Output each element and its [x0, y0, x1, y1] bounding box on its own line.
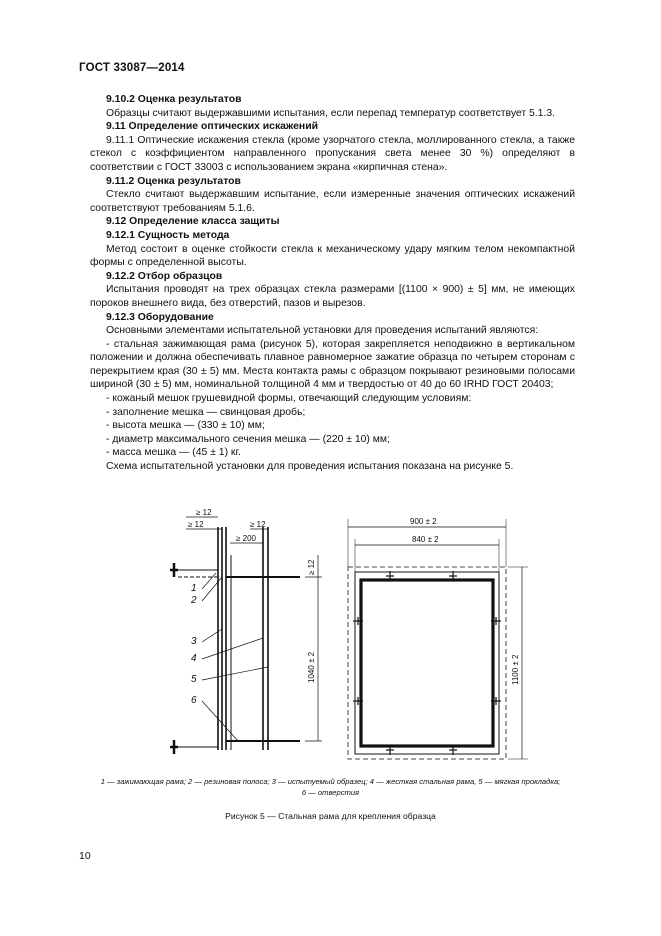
section-heading: 9.11 Определение оптических искажений: [106, 121, 318, 133]
callout-1: 1: [191, 583, 197, 594]
figure-5: [150, 505, 530, 772]
paragraph: - заполнение мешка — свинцовая дробь;: [106, 406, 306, 418]
callout-2: 2: [191, 595, 197, 606]
document-body: [90, 93, 575, 474]
section-heading: 9.12.3 Оборудование: [106, 311, 214, 323]
dim-width-900: 900 ± 2: [410, 517, 437, 526]
section-heading: 9.12.1 Сущность метода: [106, 229, 230, 241]
front-view: [348, 519, 528, 759]
section-heading: 9.11.2 Оценка результатов: [106, 175, 241, 187]
legend-line-2: 6 — отверстия: [301, 788, 360, 797]
document-header: ГОСТ 33087—2014: [79, 62, 185, 74]
paragraph: Метод состоит в оценке стойкости стекла к механическому удару мягким телом некомпактной формы с определенной высоты.: [90, 243, 575, 269]
dim-gap-4: ≥ 200: [236, 534, 256, 543]
section-heading: 9.12 Определение класса защиты: [106, 216, 280, 228]
paragraph: - диаметр максимального сечения мешка — (220 ± 10) мм;: [106, 433, 390, 445]
paragraph: Испытания проводят на трех образцах стекла размерами [(1100 × 900) ± 5] мм, не имеющих пороков внешнего вида, без отверстий, пазов и вырезов.: [90, 284, 575, 309]
paragraph: - кожаный мешок грушевидной формы, отвечающий следующим условиям:: [106, 393, 472, 405]
dim-height-1040: 1040 ± 2: [307, 651, 316, 683]
paragraph: Схема испытательной установки для проведения испытания показана на рисунке 5.: [106, 461, 514, 473]
figure-legend: [40, 776, 621, 798]
dim-gap-2: ≥ 12: [188, 520, 204, 529]
callout-5: 5: [191, 674, 197, 685]
dim-height-1100: 1100 ± 2: [511, 654, 520, 685]
paragraph: Стекло считают выдержавшим испытание, если измеренные значения оптических искажений соответствуют требованиям 5.1.6.: [90, 189, 575, 214]
callout-4: 4: [191, 653, 197, 664]
callout-3: 3: [191, 636, 197, 647]
figure-caption: Рисунок 5 — Стальная рама для крепления образца: [225, 811, 436, 821]
dim-width-840: 840 ± 2: [412, 535, 439, 544]
paragraph: - высота мешка — (330 ± 10) мм;: [106, 420, 265, 432]
front-view-labels: [410, 517, 520, 685]
legend-line-1: 1 — зажимающая рама; 2 — резиновая полоса; 3 — испытуемый образец; 4 — жесткая стальная рама, 5 — мягкая прокладка;: [100, 777, 561, 786]
dim-gap-3: ≥ 12: [250, 520, 266, 529]
frame-diagram: [150, 505, 530, 767]
paragraph: - стальная зажимающая рама (рисунок 5), которая закрепляется неподвижно в вертикальном положении и должна обеспечивать плавное равномерное зажатие образца по четырем сторонам с перекрытием края (30 ± 5) мм. Места контакта рамы с образцом покрывают резиновыми полосами шириной (30 ± 5) мм, номинальной толщиной 4 мм и твердостью от 40 до 60 IRHD ГОСТ 20403;: [90, 338, 575, 391]
paragraph: Образцы считают выдержавшими испытания, если перепад температур соответствует 5.1.3.: [106, 107, 556, 119]
dim-gap-5: ≥ 12: [307, 559, 316, 575]
dim-gap-1: ≥ 12: [196, 508, 212, 517]
paragraph: 9.11.1 Оптические искажения стекла (кроме узорчатого стекла, моллированного стекла, а также стекол с коэффициентом направленного пропускания света менее 30 %) определяют в соответствии с ГОСТ 33003 с использованием экрана «кирпичная стена».: [90, 134, 575, 173]
page-number: 10: [79, 850, 91, 862]
paragraph: - масса мешка — (45 ± 1) кг.: [106, 447, 241, 459]
section-heading: 9.12.2 Отбор образцов: [106, 270, 223, 282]
callout-6: 6: [191, 695, 197, 706]
callout-labels: [190, 583, 197, 706]
side-section-labels: [188, 508, 316, 683]
paragraph: Основными элементами испытательной установки для проведения испытаний являются:: [106, 325, 539, 337]
section-heading: 9.10.2 Оценка результатов: [106, 94, 242, 105]
